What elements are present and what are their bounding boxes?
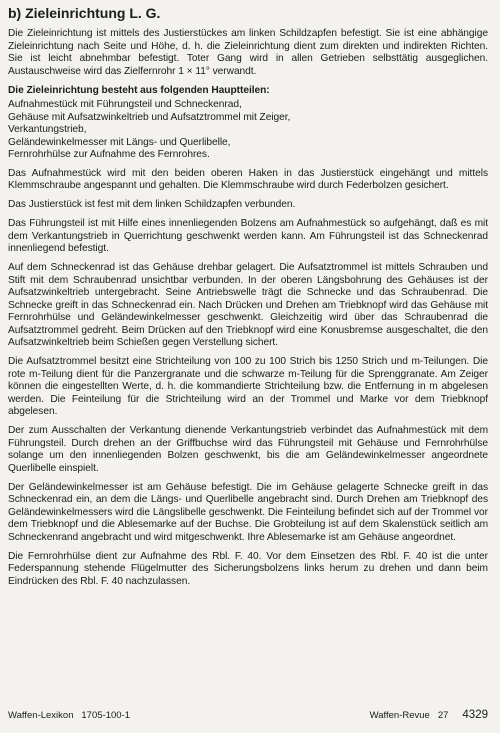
paragraph-schneckenrad: Auf dem Schneckenrad ist das Gehäuse drehbar gelagert. Die Aufsatztrommel ist mittels Schrauben und Stift mit dem Schraubenrad unsichtbar verbunden. In der oberen Längsbohrung des Gehäuses ist der Aufsatzwinkeltrieb untergebracht. Seine Antriebswelle trägt die Schnecke und das Schraubenrad. Die Schnecke greift in das Schneckenrad ein. Nach Drücken und Drehen am Triebknopf wird das Gehäuse mit Fernrohrhülse und Geländewinkelmesser geschwenkt. Gleichzeitig wird über das Schraubenrad die Aufsatztrommel gedreht. Beim Drücken auf den Triebknopf wird eine Konusbremse ausgeschaltet, die den Aufsatzwinkeltrieb beim Schießen gegen Verstellung sichert. xyxy=(8,262,488,348)
paragraph-aufnahmestueck: Das Aufnahmestück wird mit den beiden oberen Haken in das Justierstück eingehängt und mittels Klemmschraube angespannt und gehalten. Die Klemmschraube wird durch Federbolzen gesichert. xyxy=(8,167,488,191)
paragraph-gelaendewinkelmesser: Der Geländewinkelmesser ist am Gehäuse befestigt. Die im Gehäuse gelagerte Schnecke greift in das Schneckenrad ein, an dem die Längs- und Querlibelle angebracht sind. Durch Drehen am Triebknopf des Geländewinkelmessers wird die Längslibelle geschwenkt. Die Feinteilung befindet sich auf der Trommel vor dem Triebknopf und die Ablesemarke auf der Buchse. Die Grobteilung ist auf dem Skalenstück seitlich am Schneckenrand angebracht und wird mitgeschwenkt. Ihre Ablesemarke ist am Gehäuse angeordnet. xyxy=(8,481,488,543)
intro-paragraph: Die Zieleinrichtung ist mittels des Justierstückes am linken Schildzapfen befestigt. Sie ist eine abhängige Zieleinrichtung nach Seite und Höhe, d. h. die Zieleinrichtung dient zum direkten und indirekten Richten. Sie ist leicht abnehmbar befestigt. Toter Gang wird in allen Getrieben selbsttätig ausgeglichen. Austauschweise wird das Zielfernrohr 1 × 11° verwandt. xyxy=(8,28,488,77)
paragraph-aufsatztrommel: Die Aufsatztrommel besitzt eine Strichteilung von 100 zu 100 Strich bis 1250 Strich und m-Teilungen. Die rote m-Teilung dient für die Panzergranate und die schwarze m-Teilung für die Sprenggranate. Am Zeiger können die eingestellten Werte, d. h. die kommandierte Strichteilung bzw. die Entfernung in m abgelesen werden. Die Feinteilung für die Strichteilung wird an der Trommel und Marke vor dem Triebknopf abgelesen. xyxy=(8,356,488,417)
paragraph-justierstueck: Das Justierstück ist fest mit dem linken Schildzapfen verbunden. xyxy=(8,199,296,210)
footer-issue: 27 xyxy=(437,710,449,721)
paragraph-verkantungstrieb: Der zum Ausschalten der Verkantung dienende Verkantungstrieb verbindet das Aufnahmestück mit dem Führungsteil. Durch drehen an der Griffbuchse wird das Führungsteil mit Gehäuse und Fernrohrhülse solange um den innenliegenden Bolzen geschwenkt, bis die am Geländewinkelmesser angeordnete Querlibelle einspielt. xyxy=(8,425,488,474)
parts-list-item: Verkantungstrieb, xyxy=(8,124,87,135)
main-parts-heading: Die Zieleinrichtung besteht aus folgenden Hauptteilen: xyxy=(8,84,270,96)
section-title: b) Zieleinrichtung L. G. xyxy=(8,5,161,21)
parts-list-item: Gehäuse mit Aufsatzwinkeltrieb und Aufsatztrommel mit Zeiger, xyxy=(8,111,291,123)
parts-list-item: Fernrohrhülse zur Aufnahme des Fernrohres. xyxy=(8,149,210,160)
footer-series: Waffen-Lexikon 1705-100-1 xyxy=(8,710,130,721)
parts-list xyxy=(8,99,488,162)
footer-source: Waffen-Revue xyxy=(369,710,430,721)
paragraph-fuehrungsteil: Das Führungsteil ist mit Hilfe eines innenliegenden Bolzens am Aufnahmestück so aufgehängt, daß es mit dem Verkantungstrieb in Querrichtung geschwenkt werden kann. Am Führungsteil ist das Schneckenrad innenliegend befestigt. xyxy=(8,218,488,254)
paragraph-fernrohrhuelse: Die Fernrohrhülse dient zur Aufnahme des Rbl. F. 40. Vor dem Einsetzen des Rbl. F. 40 ist die unter Federspannung stehende Flügelmutter des Sicherungsbolzens links herum zu drehen und dann beim Eindrücken des Rbl. F. 40 nachzulassen. xyxy=(8,550,488,587)
page-number: 4329 xyxy=(462,709,488,721)
parts-list-item: Geländewinkelmesser mit Längs- und Querlibelle, xyxy=(8,136,231,148)
parts-list-item: Aufnahmestück mit Führungsteil und Schneckenrad, xyxy=(8,99,242,110)
footer-right xyxy=(370,709,488,722)
